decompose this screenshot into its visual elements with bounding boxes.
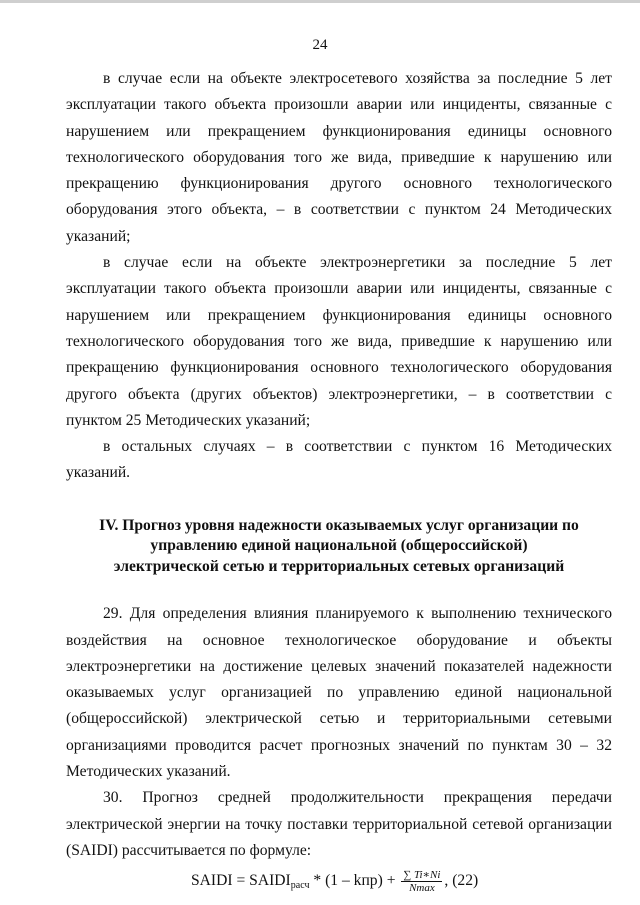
formula-lhs: SAIDI = SAIDI — [191, 872, 291, 890]
paragraph-1: в случае если на объекте электросетевого хозяйства за последние 5 лет эксплуатации такого объекта произошли аварии или инциденты, связанные с нарушением или прекращением функционирования единицы основного технологического оборудования того же вида, приведшие к нарушению или прекращению функционирования другого основного технологического оборудования этого объекта, – в соответствии с пунктом 24 Методических указаний; — [66, 70, 612, 245]
formula-middle: * (1 – kпр) + — [309, 872, 400, 890]
spacer — [66, 487, 612, 516]
formula-sum-symbol: ∑ — [403, 869, 412, 882]
formula-numerator-text: Ti∗Ni — [413, 869, 441, 882]
item-30: 30. Прогноз средней продолжительности прекращения передачи электрической энергии на точку поставки территориальной сетевой организации (SAIDI) рассчитывается по формуле: — [66, 789, 612, 859]
formula-tail: , (22) — [444, 872, 479, 890]
paragraph-2: в случае если на объекте электроэнергетики за последние 5 лет эксплуатации такого объекта произошли аварии или инциденты, связанные с нарушением или прекращением функционирования единицы основного технологического оборудования того же вида, приведшие к нарушению или прекращению функционирования основного технологического оборудования другого объекта (других объектов) электроэнергетики, – в соответствии с пунктом 25 Методических указаний; — [66, 254, 612, 429]
item-29: 29. Для определения влияния планируемого к выполнению технического воздействия на основное технологическое оборудование и объекты электроэнергетики на достижение целевых значений показателей надежности оказываемых услуг организацией по управлению единой национальной (общероссийской) электрической сетью и территориальными сетевыми организациями проводится расчет прогнозных значений по пунктам 30 – 32 Методических указаний. — [66, 605, 612, 781]
formula-denominator: Nmax — [409, 882, 435, 895]
formula-fraction — [401, 869, 442, 894]
paragraph-3: в остальных случаях – в соответствии с пунктом 16 Методических указаний. — [66, 438, 612, 482]
section-heading: IV. Прогноз уровня надежности оказываемых услуг организации по управлению единой национальной (общероссийской) электрической сетью и территориальных сетевых организаций — [99, 516, 579, 575]
formula-subscript: расч — [290, 880, 310, 892]
scan-top-border — [0, 0, 640, 3]
saidi-formula — [66, 868, 612, 899]
page-number: 24 — [312, 37, 328, 53]
spacer — [66, 577, 612, 601]
document-body — [66, 66, 612, 899]
formula-numerator — [401, 869, 442, 882]
